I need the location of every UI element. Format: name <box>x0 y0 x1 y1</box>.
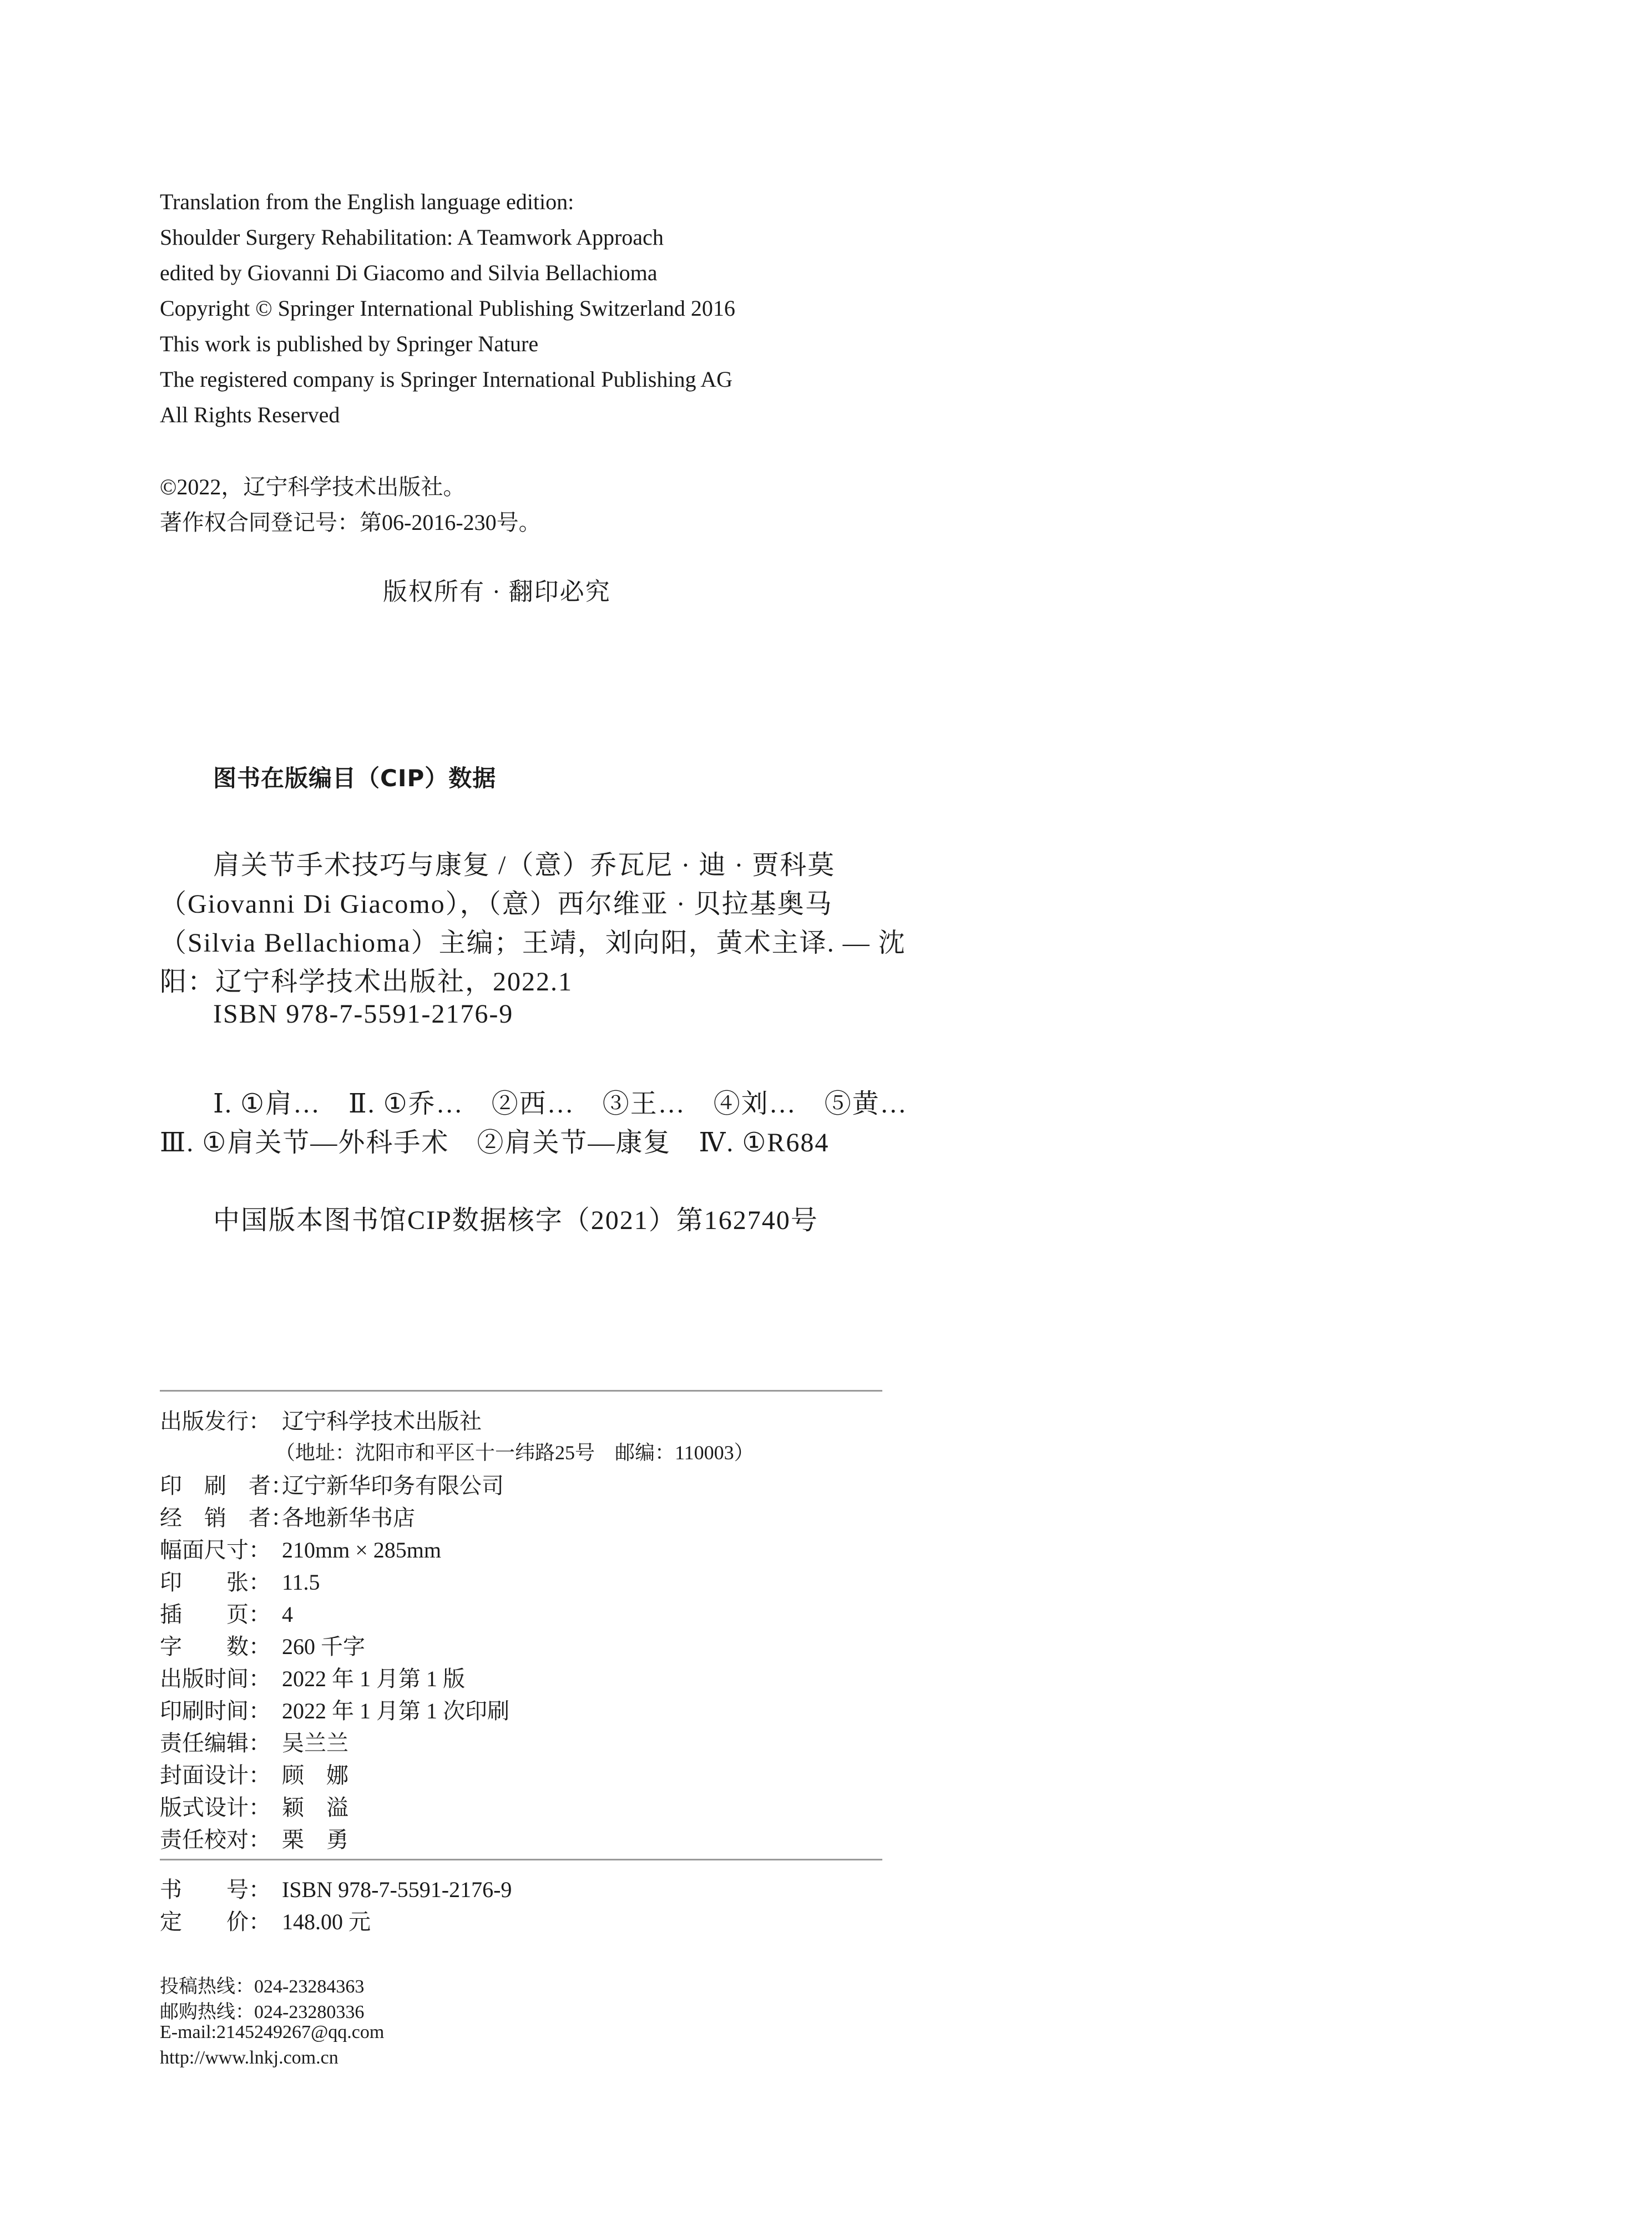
cip-heading: 图书在版编目（CIP）数据 <box>213 765 497 792</box>
info-value: 2022 年 1 月第 1 版 <box>282 1666 465 1691</box>
info-label: 幅面尺寸： <box>160 1538 271 1562</box>
contact-line: http://www.lnkj.com.cn <box>160 2047 339 2068</box>
info-row <box>160 1822 348 1854</box>
info-label: 出版发行： <box>160 1409 271 1434</box>
info-row <box>160 1533 441 1564</box>
info-label: 印刷时间： <box>160 1698 271 1723</box>
translation-line: edited by Giovanni Di Giacomo and Silvia Bellachioma <box>160 260 658 285</box>
info-label: 字 数： <box>160 1634 271 1659</box>
info-label: 经 销 者： <box>160 1505 293 1530</box>
translation-line: Shoulder Surgery Rehabilitation: A Teamwork Approach <box>160 225 664 250</box>
price-row <box>160 1904 371 1936</box>
info-row <box>160 1758 348 1789</box>
info-value: 2022 年 1 月第 1 次印刷 <box>282 1698 509 1723</box>
translation-line: Copyright © Springer International Publishing Switzerland 2016 <box>160 296 735 321</box>
cip-line: （Giovanni Di Giacomo），（意）西尔维亚 · 贝拉基奥马 <box>160 889 833 919</box>
info-value: 4 <box>282 1602 293 1627</box>
info-row <box>160 1500 415 1532</box>
info-value: 148.00 元 <box>282 1909 371 1934</box>
divider <box>160 1859 882 1860</box>
info-label: 书 号： <box>160 1877 271 1902</box>
translation-line: All Rights Reserved <box>160 402 340 427</box>
cip-verification: 中国版本图书馆CIP数据核字（2021）第162740号 <box>213 1206 819 1235</box>
info-row <box>160 1629 365 1661</box>
info-value: 210mm × 285mm <box>282 1538 442 1562</box>
info-value: 顾 娜 <box>282 1763 348 1788</box>
contact-line: 投稿热线：024-23284363 <box>160 1976 365 1997</box>
info-label: 定 价： <box>160 1909 271 1934</box>
info-value: 辽宁科学技术出版社 <box>282 1409 482 1434</box>
info-value: 11.5 <box>282 1570 320 1595</box>
rights-reserved-note: 版权所有 · 翻印必究 <box>383 578 611 605</box>
isbn-row <box>160 1872 512 1904</box>
info-row <box>160 1790 348 1822</box>
cip-isbn: ISBN 978-7-5591-2176-9 <box>213 999 514 1029</box>
info-row-publisher <box>160 1404 482 1435</box>
info-value: 颖 溢 <box>282 1795 348 1820</box>
cip-line: 阳：辽宁科学技术出版社，2022.1 <box>160 967 573 997</box>
info-row <box>160 1565 320 1596</box>
info-label: 印 张： <box>160 1570 271 1595</box>
cip-classification: Ⅲ. ①肩关节—外科手术 ②肩关节—康复 Ⅳ. ①R684 <box>160 1128 830 1157</box>
info-row <box>160 1693 509 1725</box>
info-value: ISBN 978-7-5591-2176-9 <box>282 1877 512 1902</box>
info-value: 辽宁新华印务有限公司 <box>282 1473 504 1498</box>
info-value: 吴兰兰 <box>282 1731 348 1756</box>
translation-line: The registered company is Springer International Publishing AG <box>160 367 733 392</box>
cip-line: （Silvia Bellachioma）主编；王靖，刘向阳，黄术主译. — 沈 <box>160 928 906 958</box>
divider <box>160 1390 882 1392</box>
info-row <box>160 1661 465 1693</box>
info-label: 责任校对： <box>160 1827 271 1852</box>
info-label: 印 刷 者： <box>160 1473 293 1498</box>
translation-line: Translation from the English language edition: <box>160 189 574 214</box>
info-label: 出版时间： <box>160 1666 271 1691</box>
info-label: 插 页： <box>160 1602 271 1627</box>
info-label: 封面设计： <box>160 1763 271 1788</box>
info-label: 版式设计： <box>160 1795 271 1820</box>
info-label: 责任编辑： <box>160 1731 271 1756</box>
cip-line: 肩关节手术技巧与康复 /（意）乔瓦尼 · 迪 · 贾科莫 <box>213 851 836 880</box>
info-value: 各地新华书店 <box>282 1505 415 1530</box>
cip-classification: Ⅰ. ①肩… Ⅱ. ①乔… ②西… ③王… ④刘… ⑤黄… <box>213 1089 908 1119</box>
info-value: 260 千字 <box>282 1634 365 1659</box>
cn-copyright-line: 著作权合同登记号：第06-2016-230号。 <box>160 510 541 535</box>
cn-copyright-line: ©2022，辽宁科学技术出版社。 <box>160 474 466 499</box>
info-row <box>160 1597 293 1629</box>
contact-line: E-mail:2145249267@qq.com <box>160 2022 385 2042</box>
translation-line: This work is published by Springer Nature <box>160 331 539 356</box>
info-value: 栗 勇 <box>282 1827 348 1852</box>
info-row <box>160 1468 504 1500</box>
info-row <box>160 1726 348 1757</box>
publisher-address: （地址：沈阳市和平区十一纬路25号 邮编：110003） <box>275 1442 754 1464</box>
contact-line: 邮购热线：024-23280336 <box>160 2002 365 2022</box>
